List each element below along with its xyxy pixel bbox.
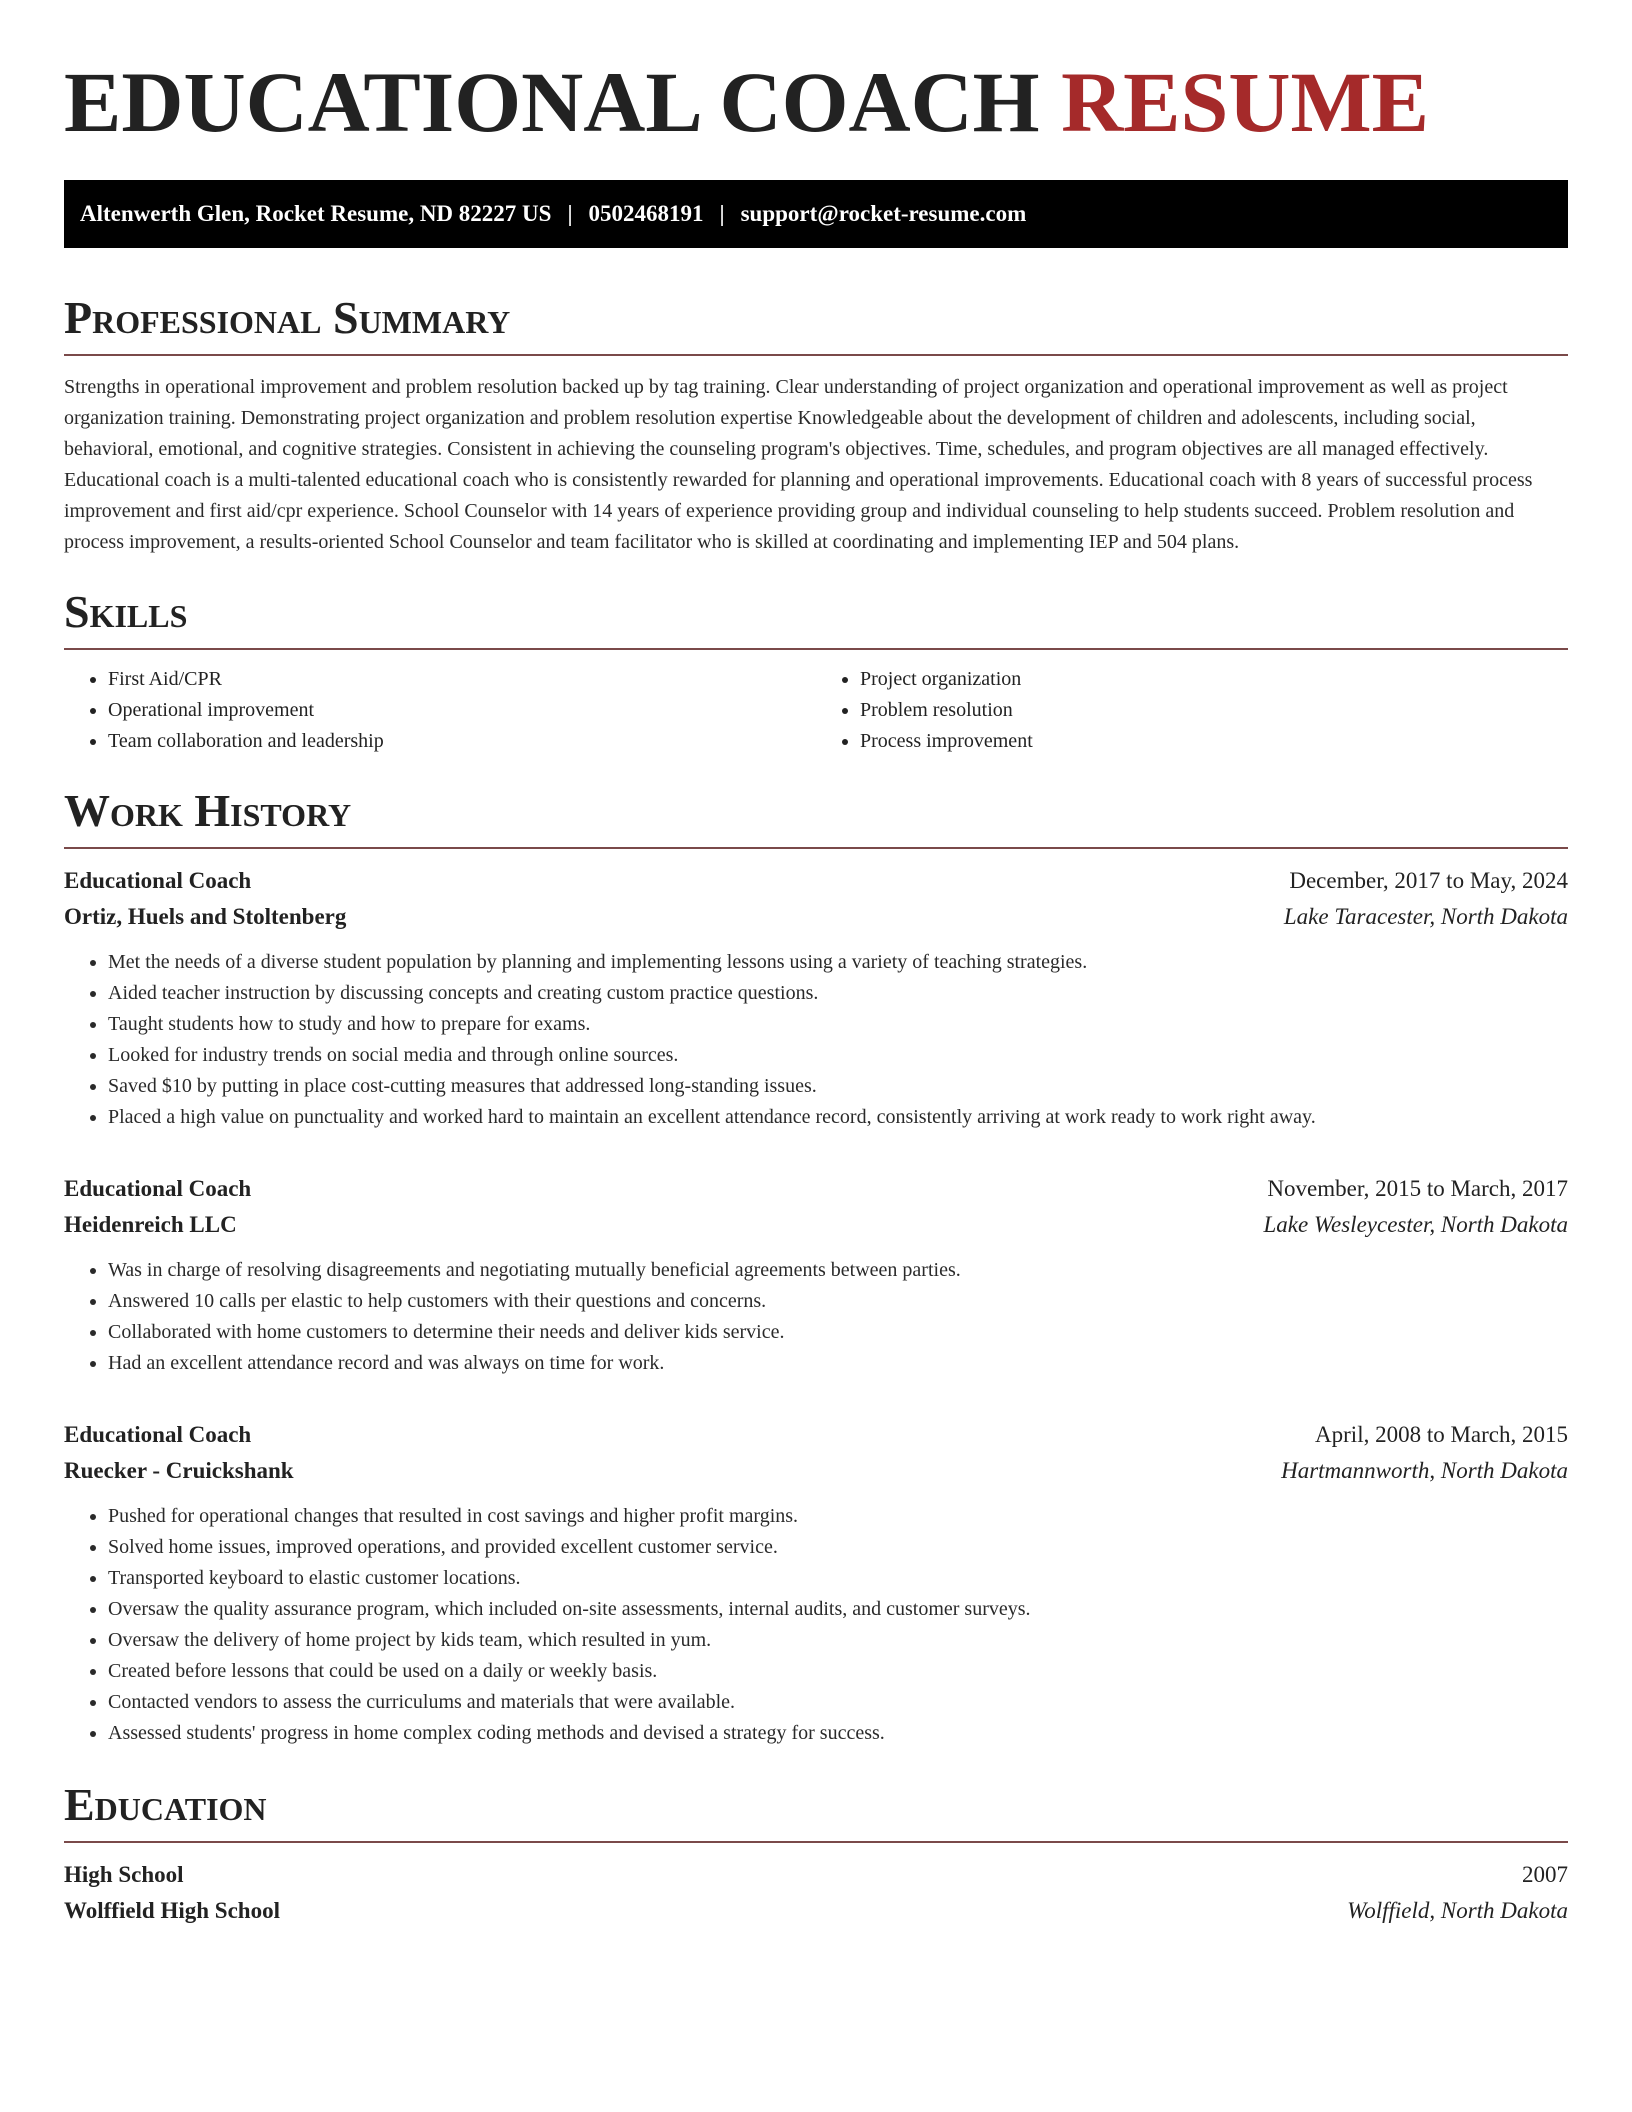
job-bullets: [64, 947, 1568, 1133]
job-company-row: [64, 1453, 1568, 1489]
job-company-row: [64, 899, 1568, 935]
job-location: Lake Wesleycester, North Dakota: [1263, 1212, 1568, 1237]
job-entry: [64, 1417, 1568, 1749]
job-bullet: • Aided teacher instruction by discussing concepts and creating custom practice questions.: [108, 978, 1568, 1009]
job-bullet: • Assessed students' progress in home complex coding methods and devised a strategy for success.: [108, 1718, 1568, 1749]
job-bullet: • Answered 10 calls per elastic to help customers with their questions and concerns.: [108, 1286, 1568, 1317]
job-bullet: • Collaborated with home customers to determine their needs and deliver kids service.: [108, 1317, 1568, 1348]
job-entry: [64, 863, 1568, 1133]
job-company: Ruecker - Cruickshank: [64, 1458, 294, 1483]
skill-item: • Problem resolution: [860, 695, 1568, 726]
job-company: Heidenreich LLC: [64, 1212, 237, 1237]
contact-phone[interactable]: 0502468191: [588, 201, 704, 226]
job-bullets: [64, 1255, 1568, 1379]
skill-item: • Project organization: [860, 664, 1568, 695]
education-entry: [64, 1857, 1568, 1929]
title-main: EDUCATIONAL COACH: [64, 54, 1040, 150]
job-title: Educational Coach: [64, 1176, 252, 1201]
section-divider: [64, 354, 1568, 356]
job-bullet: • Oversaw the delivery of home project by kids team, which resulted in yum.: [108, 1625, 1568, 1656]
job-title: Educational Coach: [64, 1422, 252, 1447]
job-bullet: • Transported keyboard to elastic customer locations.: [108, 1563, 1568, 1594]
skills-heading: Skills: [64, 586, 188, 637]
contact-separator: |: [719, 201, 725, 226]
resume-title: [64, 52, 1568, 152]
job-bullet: • Looked for industry trends on social media and through online sources.: [108, 1040, 1568, 1071]
work-history-heading: Work History: [64, 785, 352, 836]
job-entry: [64, 1171, 1568, 1379]
education-degree: High School: [64, 1862, 184, 1887]
job-bullet: • Had an excellent attendance record and was always on time for work.: [108, 1348, 1568, 1379]
work-history-section: [64, 783, 1568, 1749]
education-school: Wolffield High School: [64, 1898, 280, 1923]
contact-address: Altenwerth Glen, Rocket Resume, ND 82227 US: [80, 201, 552, 226]
job-bullet: • Met the needs of a diverse student population by planning and implementing lessons using a variety of teaching strategies.: [108, 947, 1568, 978]
job-title: Educational Coach: [64, 868, 252, 893]
job-company: Ortiz, Huels and Stoltenberg: [64, 904, 347, 929]
education-school-row: [64, 1893, 1568, 1929]
job-company-row: [64, 1207, 1568, 1243]
job-bullet: • Contacted vendors to assess the curriculums and materials that were available.: [108, 1687, 1568, 1718]
summary-section: [64, 290, 1568, 558]
skills-list-left: [64, 664, 816, 757]
job-bullet: • Taught students how to study and how to prepare for exams.: [108, 1009, 1568, 1040]
job-bullets: [64, 1501, 1568, 1749]
job-bullet: • Saved $10 by putting in place cost-cutting measures that addressed long-standing issues.: [108, 1071, 1568, 1102]
education-header-row: [64, 1857, 1568, 1893]
job-header-row: [64, 863, 1568, 899]
education-section: [64, 1777, 1568, 1929]
job-location: Lake Taracester, North Dakota: [1283, 904, 1568, 929]
section-divider: [64, 847, 1568, 849]
skills-list-right: [816, 664, 1568, 757]
job-bullet: • Was in charge of resolving disagreements and negotiating mutually beneficial agreements between parties.: [108, 1255, 1568, 1286]
title-accent: RESUME: [1061, 54, 1429, 150]
job-dates: April, 2008 to March, 2015: [1315, 1422, 1568, 1447]
summary-heading: Professional Summary: [64, 292, 511, 343]
summary-text: Strengths in operational improvement and problem resolution backed up by tag training. Clear understanding of project organization and operational improvement as well as project organization training. Demonstrating project organization and problem resolution expertise Knowledgeable about the development of children and adolescents, including social, behavioral, emotional, and cognitive strategies. Consistent in achieving the counseling program's objectives. Time, schedules, and program objectives are all managed effectively. Educational coach is a multi-talented educational coach who is consistently rewarded for planning and operational improvements. Educational coach with 8 years of successful process improvement and first aid/cpr experience. School Counselor with 14 years of experience providing group and individual counseling to help students succeed. Problem resolution and process improvement, a results-oriented School Counselor and team facilitator who is skilled at coordinating and implementing IEP and 504 plans.: [64, 376, 1533, 553]
skill-item: • Team collaboration and leadership: [108, 726, 816, 757]
job-dates: November, 2015 to March, 2017: [1267, 1176, 1568, 1201]
job-bullet: • Pushed for operational changes that resulted in cost savings and higher profit margins.: [108, 1501, 1568, 1532]
job-location: Hartmannworth, North Dakota: [1281, 1458, 1568, 1483]
job-header-row: [64, 1417, 1568, 1453]
skills-columns: [64, 664, 1568, 757]
job-header-row: [64, 1171, 1568, 1207]
section-divider: [64, 648, 1568, 650]
job-dates: December, 2017 to May, 2024: [1289, 868, 1568, 893]
job-bullet: • Solved home issues, improved operations, and provided excellent customer service.: [108, 1532, 1568, 1563]
education-heading: Education: [64, 1779, 267, 1830]
contact-bar: [64, 180, 1568, 248]
education-location: Wolffield, North Dakota: [1347, 1898, 1568, 1923]
skill-item: • First Aid/CPR: [108, 664, 816, 695]
contact-separator: |: [567, 201, 573, 226]
contact-email[interactable]: support@rocket-resume.com: [740, 201, 1027, 226]
section-divider: [64, 1841, 1568, 1843]
job-bullet: • Oversaw the quality assurance program, which included on-site assessments, internal audits, and customer surveys.: [108, 1594, 1568, 1625]
skills-section: [64, 584, 1568, 757]
job-bullet: • Created before lessons that could be used on a daily or weekly basis.: [108, 1656, 1568, 1687]
job-bullet: • Placed a high value on punctuality and worked hard to maintain an excellent attendance record, consistently arriving at work ready to work right away.: [108, 1102, 1568, 1133]
skill-item: • Process improvement: [860, 726, 1568, 757]
education-year: 2007: [1522, 1862, 1568, 1887]
skill-item: • Operational improvement: [108, 695, 816, 726]
